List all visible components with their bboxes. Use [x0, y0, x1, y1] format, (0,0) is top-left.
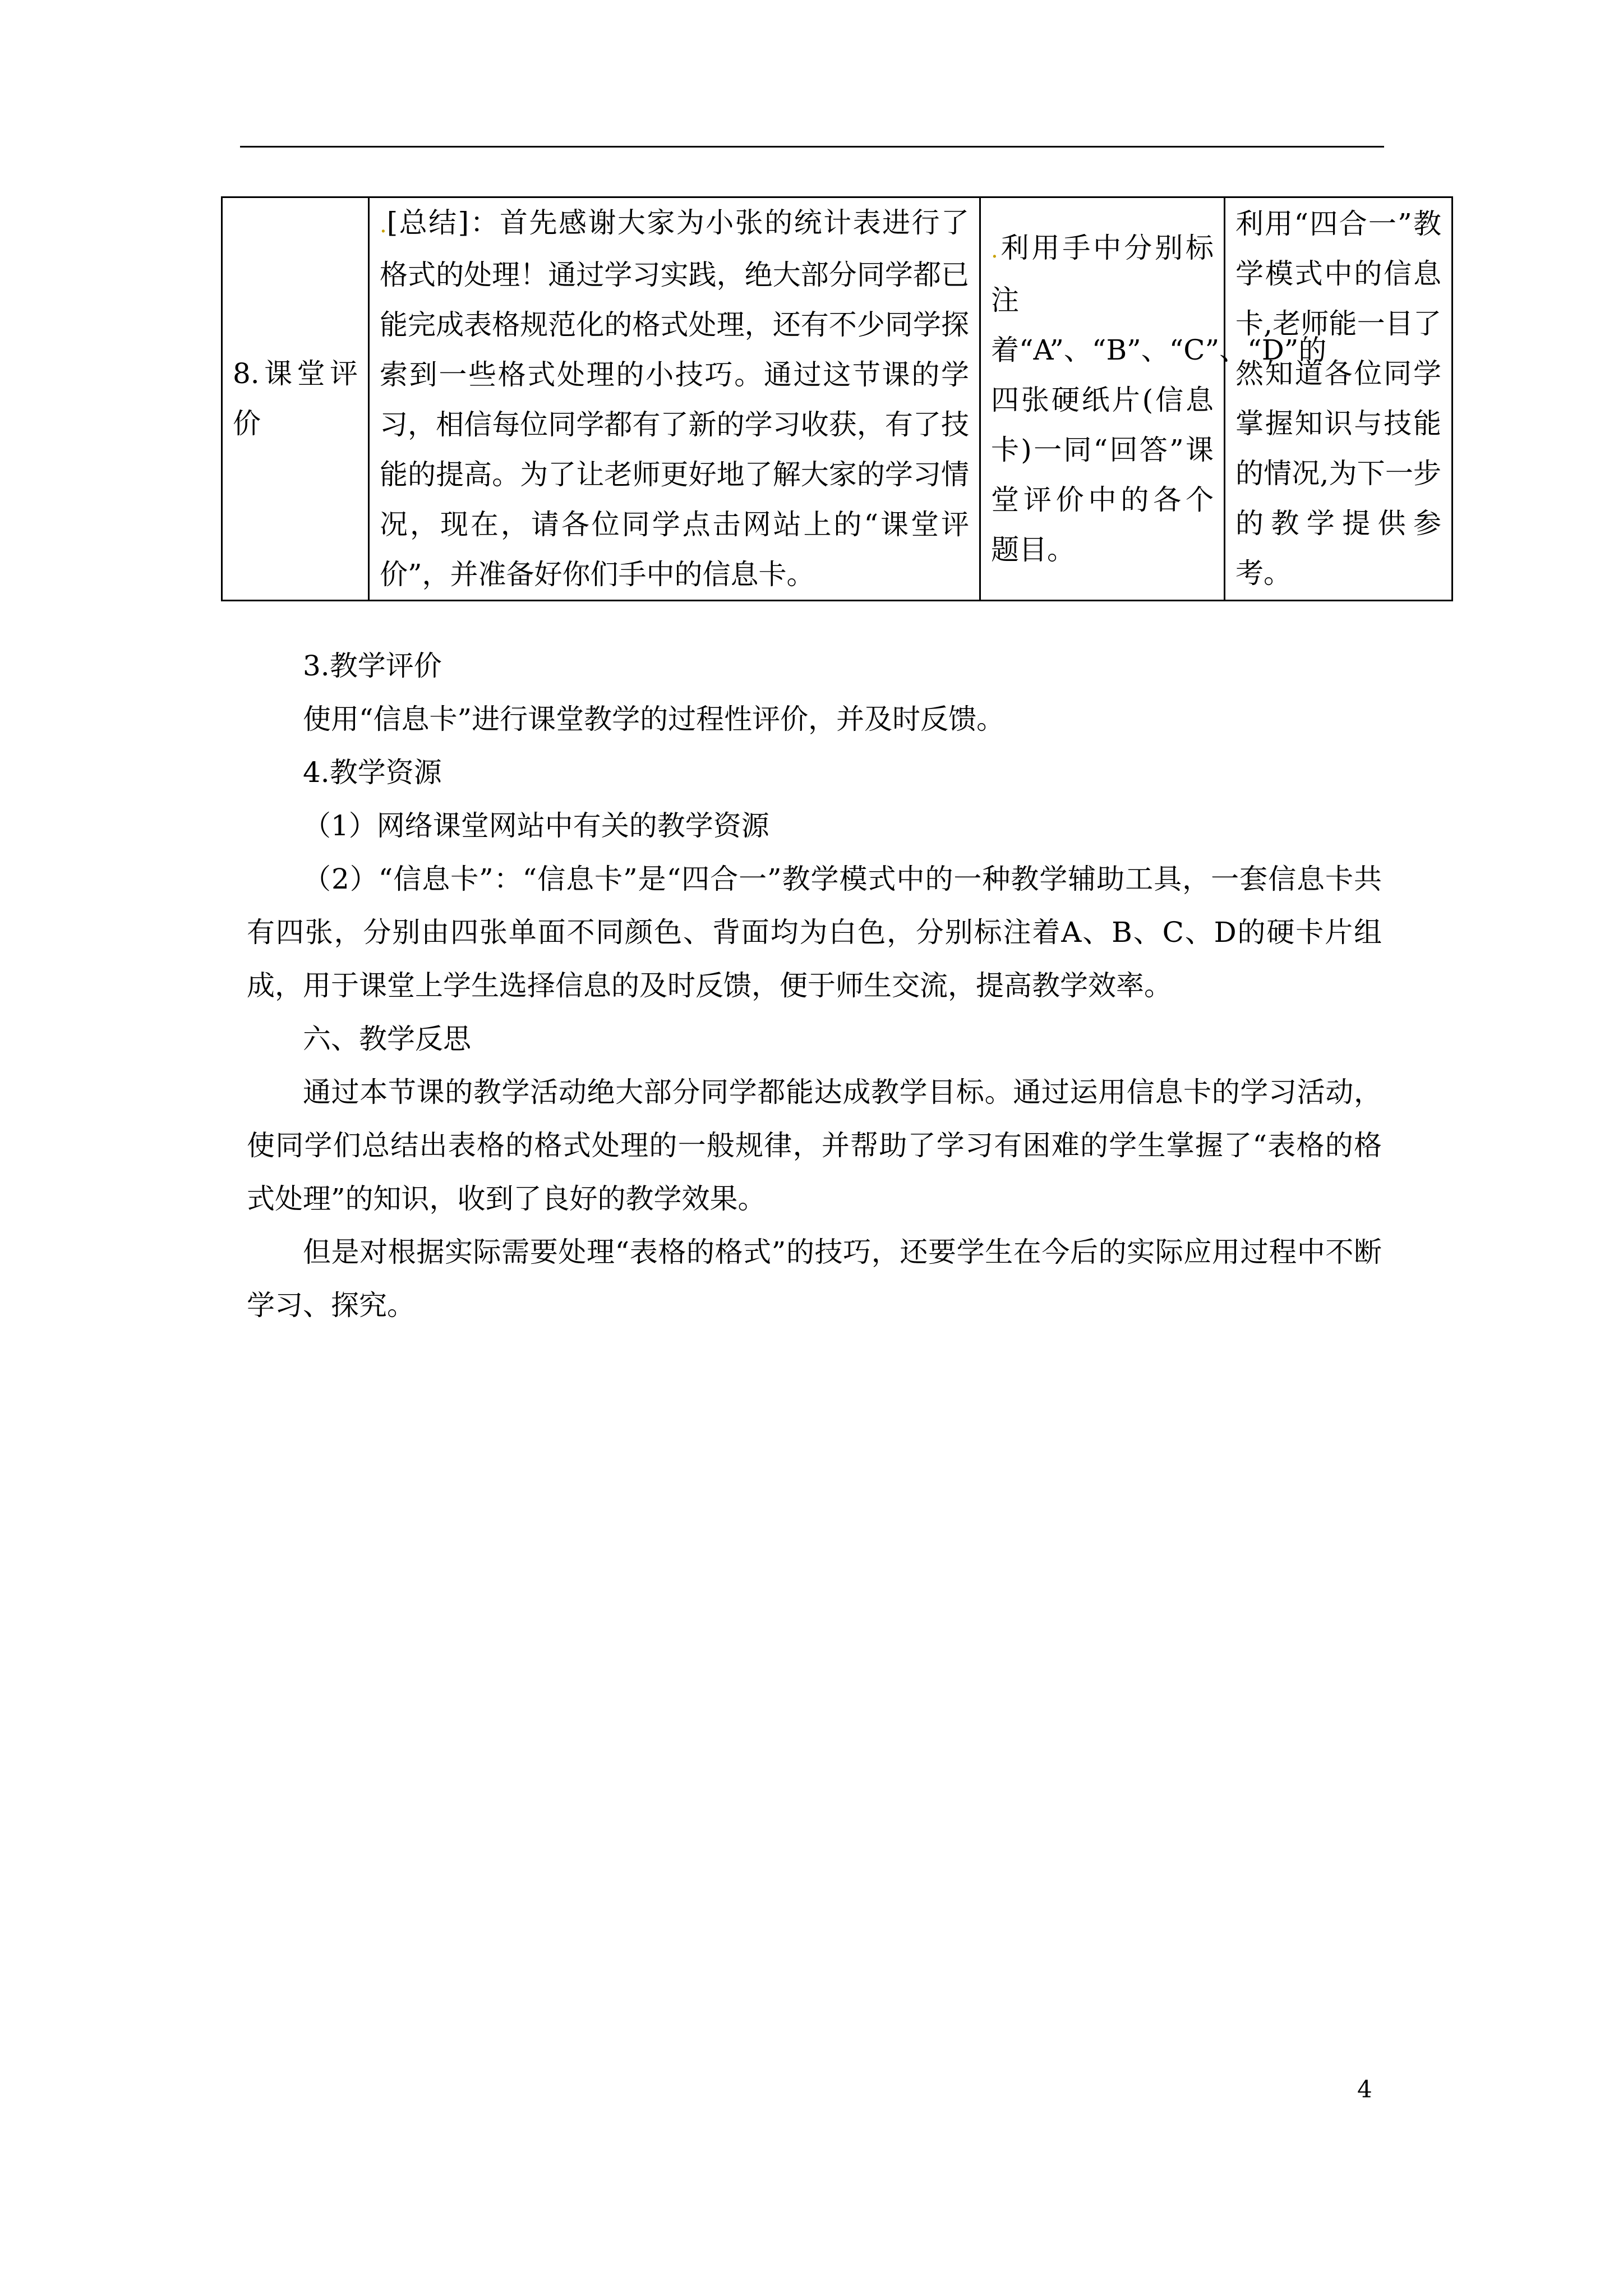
resource-heading: 4.教学资源	[303, 756, 442, 789]
design-intent-text: 利用“四合一”教学模式中的信息卡,老师能一目了然知道各位同学掌握知识与技能的情况,为下一步的教学提供参考。	[1235, 208, 1441, 590]
step-label: 8.课堂评价	[233, 357, 358, 440]
body-sections	[247, 639, 1382, 1332]
reflection-paragraph-1: 通过本节课的教学活动绝大部分同学都能达成教学目标。通过运用信息卡的学习活动，使同学们总结出表格的格式处理的一般规律，并帮助了学习有困难的学生掌握了“表格的格式处理”的知识，收到了良好的教学效果。	[247, 1076, 1382, 1215]
annotation-mark: .	[380, 212, 387, 238]
lesson-table	[221, 196, 1453, 601]
resource-item-2: （2）“信息卡”：“信息卡”是“四合一”教学模式中的一种教学辅助工具，一套信息卡共有四张，分别由四张单面不同颜色、背面均为白色，分别标注着A、B、C、D的硬卡片组成，用于课堂上学生选择信息的及时反馈，便于师生交流，提高教学效率。	[247, 863, 1382, 1002]
teacher-activity-text: [总结]：首先感谢大家为小张的统计表进行了格式的处理！通过学习实践，绝大部分同学都已能完成表格规范化的格式处理，还有不少同学探索到一些格式处理的小技巧。通过这节课的学习，相信每位同学都有了新的学习收获，有了技能的提高。为了让老师更好地了解大家的学习情况，现在，请各位同学点击网站上的“课堂评价”，并准备好你们手中的信息卡。	[380, 206, 969, 591]
eval-heading: 3.教学评价	[303, 650, 442, 682]
header-rule	[240, 146, 1384, 148]
reflection-paragraph-2: 但是对根据实际需要处理“表格的格式”的技巧，还要学生在今后的实际应用过程中不断学习、探究。	[247, 1236, 1382, 1322]
reflection-heading: 六、教学反思	[303, 1023, 471, 1055]
annotation-mark: .	[991, 237, 998, 263]
design-intent-cell	[1225, 197, 1453, 601]
step-cell	[222, 197, 369, 601]
student-activity-cell	[980, 197, 1327, 601]
eval-body: 使用“信息卡”进行课堂教学的过程性评价，并及时反馈。	[303, 703, 1005, 735]
resource-item-1: （1）网络课堂网站中有关的教学资源	[303, 809, 769, 842]
student-activity-text: 利用手中分别标注着“A”、“B”、“C”、“D”的四张硬纸片(信息卡)一同“回答”课堂评价中的各个题目。	[991, 231, 1327, 566]
page-number: 4	[1357, 2076, 1372, 2103]
teacher-activity-cell	[369, 197, 980, 601]
table-row	[222, 197, 1453, 601]
